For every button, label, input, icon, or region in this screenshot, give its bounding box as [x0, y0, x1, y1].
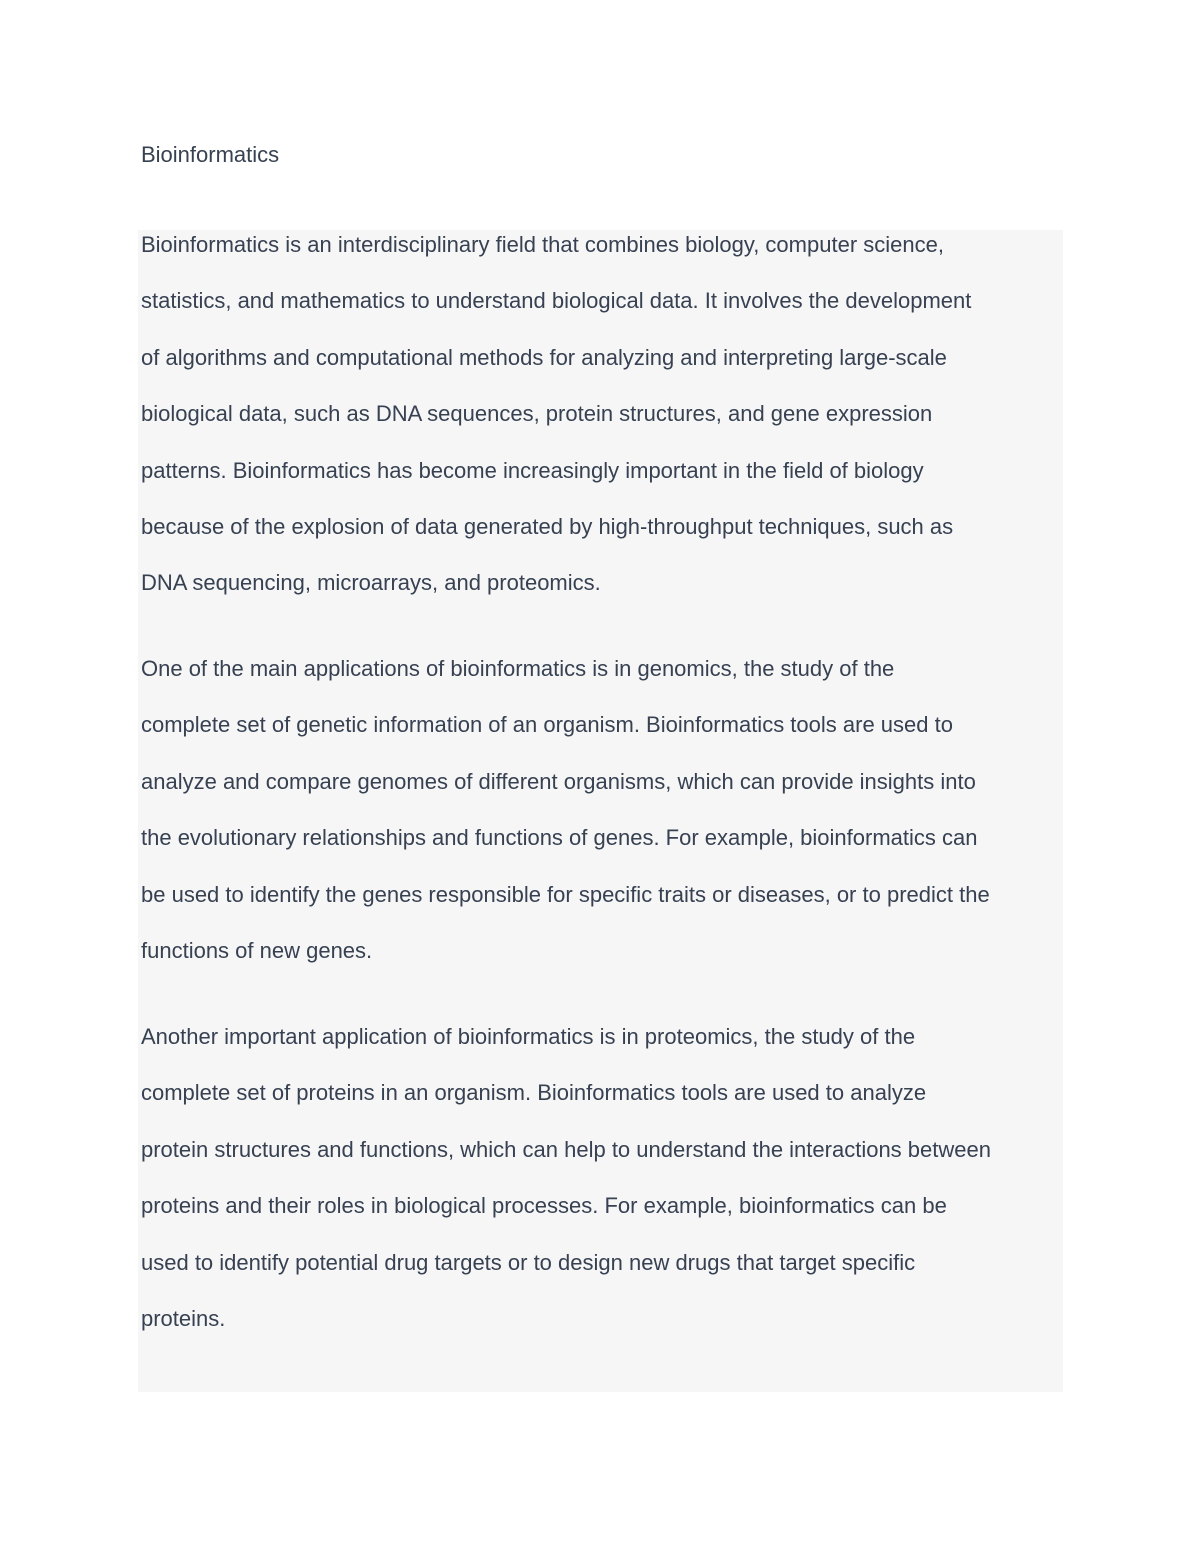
- paragraph-line: functions of new genes.: [141, 938, 373, 964]
- paragraph-line: biological data, such as DNA sequences, protein structures, and gene expression: [141, 401, 933, 427]
- paragraph-line: Another important application of bioinformatics is in proteomics, the study of the: [141, 1024, 916, 1049]
- content-block: [138, 230, 1063, 1392]
- paragraph-line: be used to identify the genes responsible for specific traits or diseases, or to predict the: [141, 881, 990, 907]
- paragraph-line: DNA sequencing, microarrays, and proteomics.: [141, 570, 601, 596]
- paragraph-line: used to identify potential drug targets or to design new drugs that target specific: [141, 1249, 916, 1275]
- paragraph-line: proteins.: [141, 1306, 226, 1332]
- paragraph-line: complete set of proteins in an organism. Bioinformatics tools are used to analyze: [141, 1080, 927, 1106]
- paragraph-line: proteins and their roles in biological processes. For example, bioinformatics can be: [141, 1193, 947, 1219]
- paragraph-3: [141, 1009, 1059, 1347]
- paragraph-1: [141, 217, 1059, 612]
- paragraph-line: analyze and compare genomes of different organisms, which can provide insights into: [141, 768, 976, 794]
- document-title: Bioinformatics: [141, 142, 280, 167]
- paragraph-line: protein structures and functions, which can help to understand the interactions between: [141, 1136, 991, 1162]
- paragraph-line: of algorithms and computational methods for analyzing and interpreting large-scale: [141, 344, 947, 370]
- paragraph-line: the evolutionary relationships and functions of genes. For example, bioinformatics can: [141, 825, 978, 851]
- paragraph-2: [141, 641, 1059, 979]
- paragraph-line: complete set of genetic information of an organism. Bioinformatics tools are used to: [141, 712, 953, 738]
- paragraph-line: statistics, and mathematics to understand biological data. It involves the development: [141, 288, 972, 314]
- paragraph-line: One of the main applications of bioinformatics is in genomics, the study of the: [141, 656, 895, 681]
- paragraph-line: because of the explosion of data generated by high-throughput techniques, such as: [141, 514, 954, 540]
- paragraph-line: Bioinformatics is an interdisciplinary field that combines biology, computer science,: [141, 232, 944, 257]
- paragraph-line: patterns. Bioinformatics has become increasingly important in the field of biology: [141, 457, 924, 483]
